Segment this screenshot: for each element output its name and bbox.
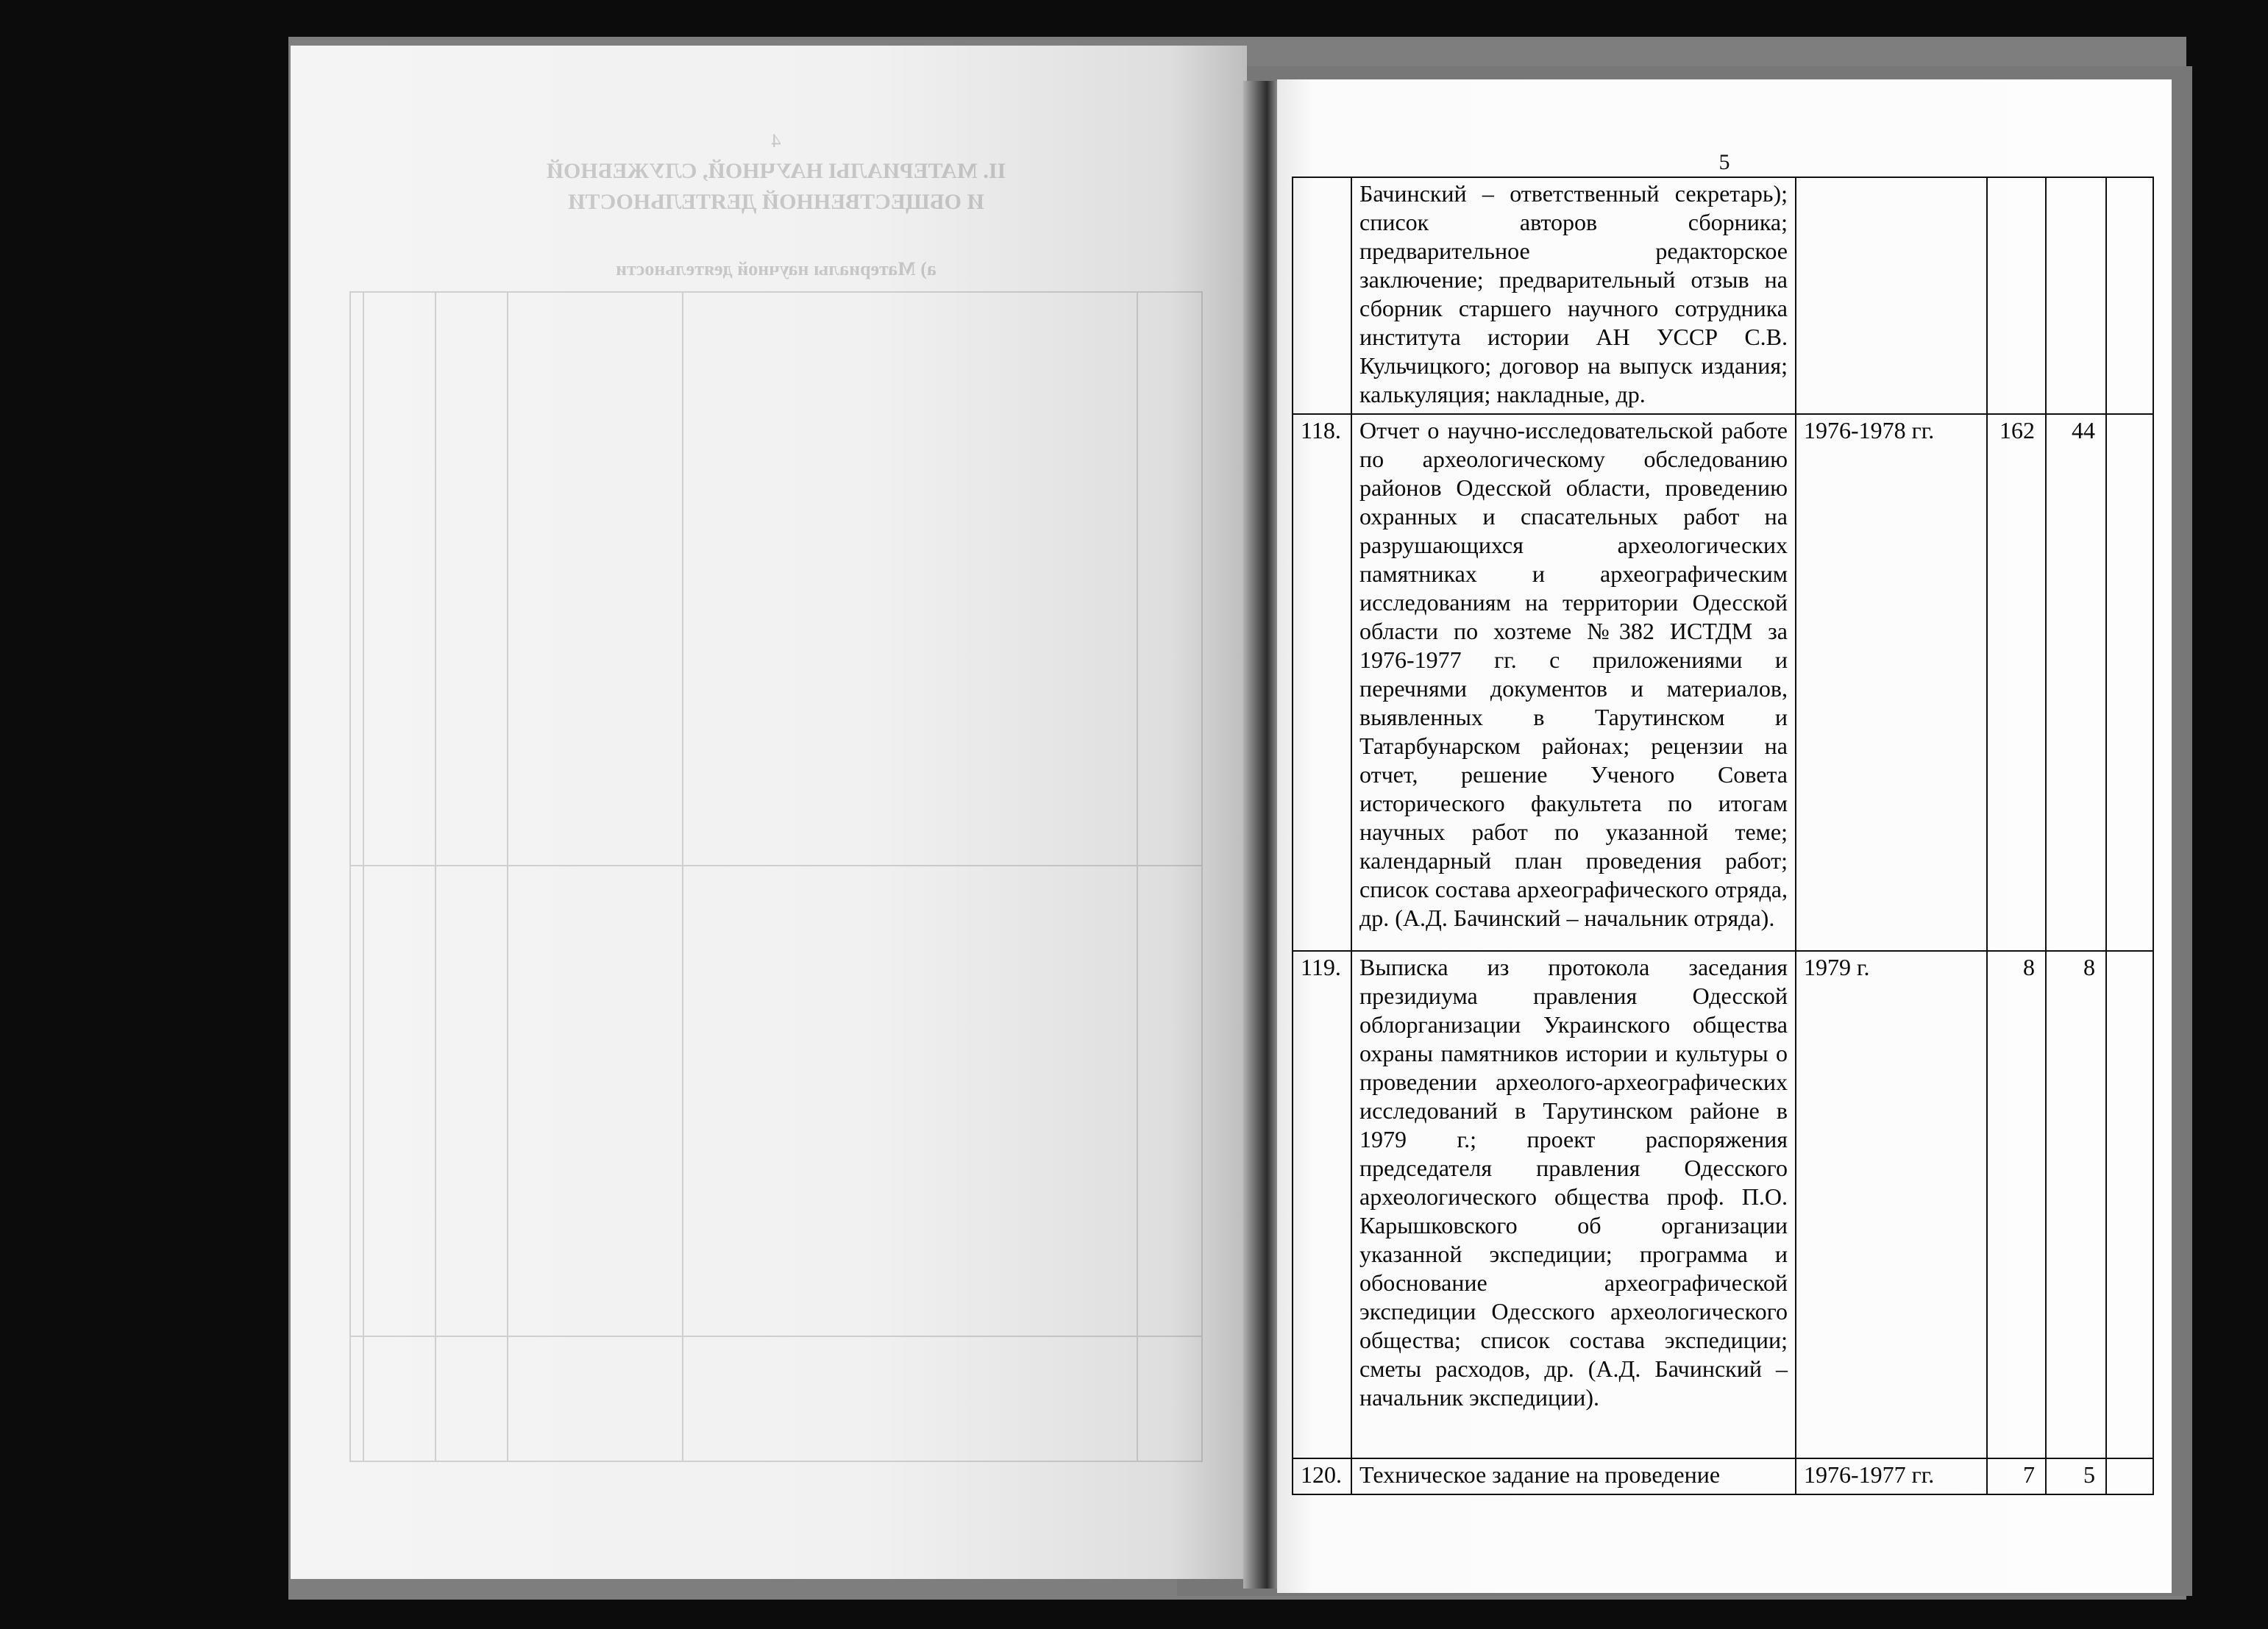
table-row xyxy=(1293,951,2153,1458)
item-number xyxy=(1293,177,1351,414)
ghost-cell xyxy=(683,1336,1137,1461)
table-row xyxy=(1293,1458,2153,1494)
ghost-cell xyxy=(363,292,436,866)
ghost-cell xyxy=(436,866,508,1336)
inventory-table xyxy=(1292,177,2154,1495)
item-sheets: 8 xyxy=(1987,951,2046,1458)
ghost-cell xyxy=(436,1336,508,1461)
item-dates: 1976-1978 гг. xyxy=(1796,414,1987,951)
item-dates: 1976-1977 гг. xyxy=(1796,1458,1987,1494)
subsection-title: а) Материалы научной деятельности xyxy=(616,258,936,279)
section-title xyxy=(349,156,1203,218)
bleed-through-text xyxy=(349,126,1203,1524)
left-page xyxy=(291,46,1247,1579)
ghost-cell xyxy=(363,1336,436,1461)
item-description: Бачинский – ответственный секретарь); список авторов сборника; предварительное редакторское заключение; предварительный отзыв на сборник старшего научного сотрудника института истории АН УССР С.В. Кульчицкого; договор на выпуск издания; калькуляция; накладные, др. xyxy=(1351,177,1796,414)
ghost-cell xyxy=(350,292,363,866)
ghost-cell xyxy=(508,292,683,866)
item-note xyxy=(2106,177,2153,414)
right-page xyxy=(1277,79,2172,1593)
ghost-cell xyxy=(1137,292,1202,866)
item-dates xyxy=(1796,177,1987,414)
item-copies: 8 xyxy=(2046,951,2106,1458)
section-title-line-1: II. МАТЕРИАЛЫ НАУЧНОЙ, СЛУЖЕБНОЙ xyxy=(546,159,1006,183)
ghost-cell xyxy=(508,1336,683,1461)
item-note xyxy=(2106,951,2153,1458)
item-sheets xyxy=(1987,177,2046,414)
ghost-cell xyxy=(1137,1336,1202,1461)
table-row xyxy=(1293,414,2153,951)
item-copies: 5 xyxy=(2046,1458,2106,1494)
item-description: Выписка из протокола заседания президиума правления Одесской облорганизации Украинского общества охраны памятников истории и культуры о проведении археолого-археографических исследований в Тарутинском районе в 1979 г.; проект распоряжения председателя правления Одесского археологического общества проф. П.О. Карышковского об организации указанной экспедиции; программа и обоснование археографической экспедиции Одесского археологического общества; список состава экспедиции; сметы расходов, др. (А.Д. Бачинский – начальник экспедиции). xyxy=(1351,951,1796,1458)
item-number: 120. xyxy=(1293,1458,1351,1494)
left-page-number: 4 xyxy=(771,130,781,152)
item-sheets: 7 xyxy=(1987,1458,2046,1494)
ghost-cell xyxy=(350,866,363,1336)
item-dates: 1979 г. xyxy=(1796,951,1987,1458)
table-row xyxy=(1293,177,2153,414)
ghost-cell xyxy=(350,1336,363,1461)
page-number: 5 xyxy=(1718,150,1730,174)
item-copies xyxy=(2046,177,2106,414)
item-copies: 44 xyxy=(2046,414,2106,951)
item-note xyxy=(2106,414,2153,951)
section-title-line-2: И ОБЩЕСТВЕННОЙ ДЕЯТЕЛЬНОСТИ xyxy=(568,190,984,214)
ghost-cell xyxy=(683,292,1137,866)
ghost-cell xyxy=(1137,866,1202,1336)
ghost-table xyxy=(349,291,1203,1462)
item-sheets: 162 xyxy=(1987,414,2046,951)
ghost-cell xyxy=(508,866,683,1336)
item-number: 119. xyxy=(1293,951,1351,1458)
ghost-cell xyxy=(363,866,436,1336)
ghost-cell xyxy=(436,292,508,866)
item-description: Техническое задание на проведение xyxy=(1351,1458,1796,1494)
ghost-cell xyxy=(683,866,1137,1336)
item-note xyxy=(2106,1458,2153,1494)
item-number: 118. xyxy=(1293,414,1351,951)
item-description: Отчет о научно-исследовательской работе по археологическому обследованию районов Одесской области, проведению охранных и спасательных работ на разрушающихся археологических памятниках и археографическим исследованиям на территории Одесской области по хозтеме №382 ИСТДМ за 1976-1977 гг. с приложениями и перечнями документов и материалов, выявленных в Тарутинском и Татарбунарском районах; рецензии на отчет, решение Ученого Совета исторического факультета по итогам научных работ по указанной теме; календарный план проведения работ; список состава археографического отряда, др. (А.Д. Бачинский – начальник отряда). xyxy=(1351,414,1796,951)
book-gutter xyxy=(1243,81,1277,1589)
